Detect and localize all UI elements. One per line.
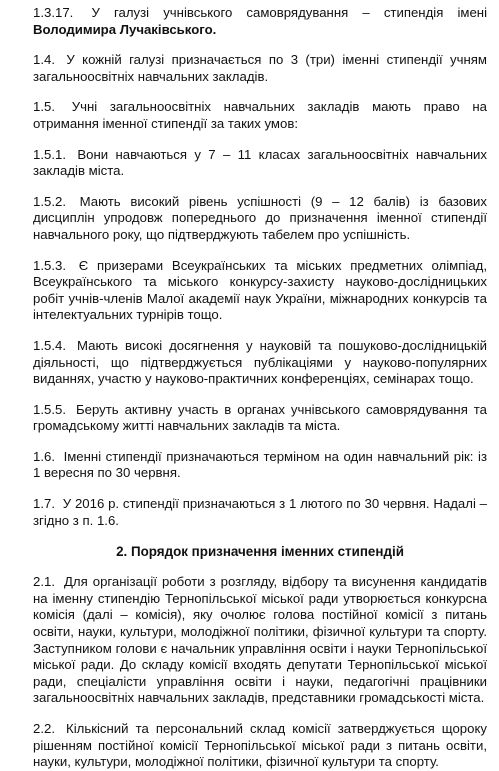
paragraph-number: 1.3.17.	[33, 5, 74, 20]
paragraph-number: 1.6.	[33, 448, 55, 464]
paragraph-text: Беруть активну участь в органах учнівського самоврядування та громадському житті навчальних закладів та міста.	[33, 401, 487, 434]
paragraph-text: Є призерами Всеукраїнських та міських предметних олімпіад, Всеукраїнського та міського конкурсу-захисту науково-дослідницьких робіт учнів-членів Малої академії наук України, міжнародних конкурсів та інтелектуальних турнірів тощо.	[33, 257, 487, 323]
paragraph-text: Вони навчаються у 7 – 11 класах загальноосвітніх навчальних закладів міста.	[33, 146, 487, 179]
paragraph-1-5-4	[33, 338, 487, 388]
paragraph-text: У кожній галузі призначається по 3 (три) іменні стипендії учням загальноосвітніх навчальних закладів.	[33, 52, 487, 84]
paragraph-text: Кількісний та персональний склад комісії затверджується щороку рішенням постійної комісії Тернопільської міської ради з питань освіти, науки, культури, молодіжної політики, фізичної культури та спорту.	[33, 721, 487, 770]
paragraph-1-4	[33, 52, 487, 85]
paragraph-text: У галузі учнівського самоврядування – стипендія імені	[91, 5, 487, 20]
paragraph-2-2	[33, 721, 487, 771]
paragraph-text: У 2016 р. стипендії призначаються з 1 лютого по 30 червня. Надалі – згідно з п. 1.6.	[33, 496, 487, 528]
paragraph-text: Учні загальноосвітніх навчальних закладів мають право на отримання іменної стипендії за таких умов:	[33, 99, 487, 131]
paragraph-1-5-5	[33, 402, 487, 435]
section-heading: 2. Порядок призначення іменних стипендій	[116, 544, 404, 560]
paragraph-number: 1.4.	[33, 52, 55, 68]
paragraph-number: 2.1.	[33, 574, 55, 590]
paragraph-number: 1.7.	[33, 496, 55, 512]
paragraph-number: 1.5.5.	[33, 401, 66, 417]
paragraph-1-5-3	[33, 258, 487, 324]
paragraph-1-7	[33, 496, 487, 529]
paragraph-text: Мають високий рівень успішності (9 – 12 балів) із базових дисциплін упродовж попереднього до призначення іменної стипендії навчального року, що підтверджують табелем про успішність.	[33, 193, 487, 242]
paragraph-number: 2.2.	[33, 721, 55, 736]
paragraph-2-1	[33, 574, 487, 707]
paragraph-text: Мають високі досягнення у науковій та пошуково-дослідницькій діяльності, що підтверджується публікаціями у науково-популярних виданнях, участю у науково-практичних конференціях, семінарах тощо.	[33, 337, 487, 387]
paragraph-bold-name: Володимира Лучаківського.	[33, 21, 217, 37]
paragraph-number: 1.5.2.	[33, 193, 66, 209]
paragraph-1-6	[33, 449, 487, 482]
paragraph-1-5-2	[33, 194, 487, 244]
paragraph-number: 1.5.1.	[33, 146, 66, 162]
paragraph-text: Для організації роботи з розгляду, відбору та висунення кандидатів на іменну стипендію Тернопільської міської ради утворюється конкурсна комісія (далі – комісія), яку очолює голова постійної комісії з питань освіти, науки, культури, молодіжної політики, фізичної культури та спорту. Заступником голови є начальник управління освіти і науки Тернопільської міської ради. До складу комісії входять депутати Тернопільської міської ради, спеціалісти управління освіти і науки, педагогічні працівники загальноосвітніх навчальних закладів, представники громадськості міста.	[33, 574, 487, 706]
paragraph-number: 1.5.	[33, 99, 55, 115]
paragraph-1-5	[33, 99, 487, 132]
paragraph-number: 1.5.4.	[33, 337, 66, 353]
paragraph-1-3-17	[33, 5, 487, 38]
paragraph-number: 1.5.3.	[33, 257, 66, 273]
paragraph-1-5-1	[33, 147, 487, 180]
paragraph-text: Іменні стипендії призначаються терміном на один навчальний рік: із 1 вересня по 30 червня.	[33, 448, 487, 481]
